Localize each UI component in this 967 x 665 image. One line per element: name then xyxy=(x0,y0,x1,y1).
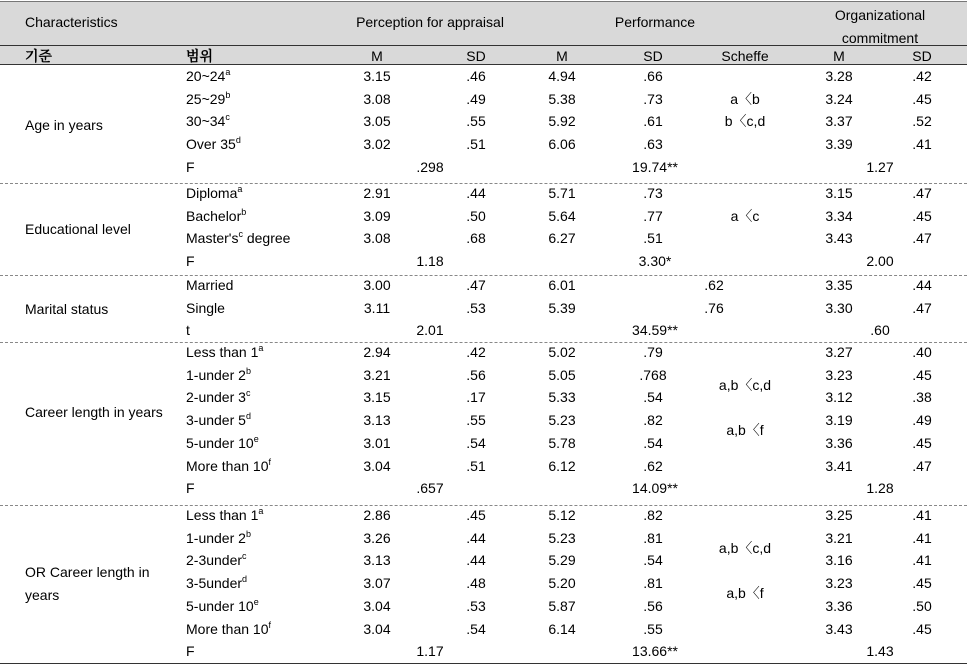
performance-sd-cell: .66 xyxy=(643,68,663,84)
top-border xyxy=(0,1,967,2)
header-characteristics: Characteristics xyxy=(25,14,118,30)
org-m-cell: 3.35 xyxy=(825,277,853,293)
org-sd-cell: .44 xyxy=(912,277,932,293)
perception-m-cell: 3.04 xyxy=(363,457,391,474)
group-label: OR Career length in years xyxy=(25,564,150,603)
header-scheffe: Scheffe xyxy=(721,48,769,64)
range-label xyxy=(186,230,290,246)
stat-label: F xyxy=(186,158,195,175)
scheffe-result: a,b〈f xyxy=(726,421,764,438)
stat-label: F xyxy=(186,480,195,497)
range-label xyxy=(186,552,247,568)
perception-sd-cell: .54 xyxy=(466,434,486,451)
performance-m-cell: 5.92 xyxy=(548,113,576,130)
perception-stat-value: 1.17 xyxy=(416,643,444,660)
org-sd-cell: .45 xyxy=(912,366,932,383)
range-text: 2-under 3 xyxy=(186,389,246,406)
org-m-cell: 3.34 xyxy=(825,207,853,224)
perception-m-cell: 3.13 xyxy=(363,552,391,569)
range-label xyxy=(186,277,233,293)
performance-m-cell: 5.78 xyxy=(548,434,576,451)
perception-sd-cell: .51 xyxy=(466,457,486,474)
performance-m-cell: 5.23 xyxy=(548,529,576,546)
performance-m-cell: 4.94 xyxy=(548,68,576,84)
perception-sd-cell: .50 xyxy=(466,207,486,224)
org-m-cell: 3.36 xyxy=(825,597,853,614)
range-text: Diploma xyxy=(186,185,238,201)
perception-sd-cell: .49 xyxy=(466,90,486,107)
range-superscript: a xyxy=(237,184,243,194)
perception-m-cell: 2.91 xyxy=(363,185,391,201)
org-sd-cell: .45 xyxy=(912,575,932,592)
range-label xyxy=(186,136,241,152)
scheffe-result: b〈c,d xyxy=(724,113,766,130)
performance-sd-cell: .73 xyxy=(643,90,663,107)
perception-sd-cell: .53 xyxy=(466,597,486,614)
performance-stat-value: 19.74** xyxy=(632,158,678,175)
performance-m-cell: 5.23 xyxy=(548,412,576,429)
org-m-cell: 3.19 xyxy=(825,412,853,429)
range-text: Married xyxy=(186,277,234,293)
perception-sd-cell: .42 xyxy=(466,344,486,360)
range-superscript: c xyxy=(238,229,243,240)
range-text: 5-under 10 xyxy=(186,597,254,614)
org-stat-value: .60 xyxy=(870,322,890,339)
perception-sd-cell: .44 xyxy=(466,529,486,546)
perception-sd-cell: .53 xyxy=(466,299,486,316)
perception-m-cell: 2.86 xyxy=(363,507,391,523)
performance-m-cell: 5.71 xyxy=(548,185,576,201)
performance-m-cell: 5.20 xyxy=(548,575,576,592)
stat-label: F xyxy=(186,643,195,660)
org-sd-cell: .41 xyxy=(912,136,932,153)
range-superscript: f xyxy=(268,619,272,630)
performance-m-cell: 5.64 xyxy=(548,207,576,224)
range-label xyxy=(186,598,259,614)
perception-m-cell: 3.08 xyxy=(363,90,391,107)
group-separator xyxy=(0,183,967,184)
org-stat-value: 1.28 xyxy=(866,480,894,497)
range-label xyxy=(186,208,246,224)
range-text: Less than 1 xyxy=(186,344,259,360)
group-separator xyxy=(0,505,967,506)
org-sd-cell: .52 xyxy=(912,113,932,130)
range-text: 2-3under xyxy=(186,552,243,569)
range-label xyxy=(186,367,251,383)
org-m-cell: 3.12 xyxy=(825,389,853,406)
perception-m-cell: 3.15 xyxy=(363,389,391,406)
performance-sd-cell: .54 xyxy=(643,552,663,569)
org-sd-cell: .49 xyxy=(912,412,932,429)
perception-m-cell: 3.21 xyxy=(363,366,391,383)
performance-sd-cell: .76 xyxy=(704,299,724,316)
org-m-cell: 3.24 xyxy=(825,90,853,107)
org-sd-cell: .40 xyxy=(912,344,932,360)
org-sd-cell: .50 xyxy=(912,597,932,614)
perception-m-cell: 3.26 xyxy=(363,529,391,546)
range-text: Over 35 xyxy=(186,136,236,153)
group-separator xyxy=(0,275,967,276)
org-sd-cell: .45 xyxy=(912,434,932,451)
perception-m-cell: 3.01 xyxy=(363,434,391,451)
scheffe-result: a,b〈c,d xyxy=(718,376,772,393)
group-label: Educational level xyxy=(25,221,131,237)
performance-m-cell: 5.39 xyxy=(548,299,576,316)
group-label: Age in years xyxy=(25,116,103,133)
performance-sd-cell: .54 xyxy=(643,434,663,451)
performance-sd-cell: .768 xyxy=(639,366,667,383)
range-text: Master's xyxy=(186,230,239,247)
perception-sd-cell: .44 xyxy=(466,552,486,569)
performance-sd-cell: .81 xyxy=(643,575,663,592)
range-label xyxy=(186,185,242,201)
org-sd-cell: .38 xyxy=(912,389,932,406)
org-sd-cell: .45 xyxy=(912,90,932,107)
bottom-border xyxy=(0,663,967,664)
perception-stat-value: 1.18 xyxy=(416,253,444,270)
range-suffix: degree xyxy=(242,230,291,247)
scheffe-result: a,b〈c,d xyxy=(718,539,772,556)
org-sd-cell: .47 xyxy=(912,457,932,474)
range-label xyxy=(186,300,225,316)
performance-sd-cell: .62 xyxy=(643,457,663,474)
perception-sd-cell: .68 xyxy=(466,230,486,247)
org-m-cell: 3.23 xyxy=(825,575,853,592)
performance-stat-value: 34.59** xyxy=(632,322,678,339)
performance-sd-cell: .56 xyxy=(643,597,663,614)
header-perception-sd: SD xyxy=(466,48,486,64)
header-org-commitment: Organizational commitment xyxy=(834,7,926,46)
range-label xyxy=(186,68,230,84)
org-m-cell: 3.37 xyxy=(825,113,853,130)
range-text: 30~34 xyxy=(186,113,226,130)
performance-m-cell: 5.02 xyxy=(548,344,576,360)
range-superscript: e xyxy=(253,433,259,444)
org-m-cell: 3.21 xyxy=(825,529,853,546)
performance-sd-cell: .73 xyxy=(643,185,663,201)
perception-sd-cell: .51 xyxy=(466,136,486,153)
performance-sd-cell: .82 xyxy=(643,412,663,429)
org-sd-cell: .47 xyxy=(912,299,932,316)
perception-sd-cell: .17 xyxy=(466,389,486,406)
performance-sd-cell: .79 xyxy=(643,344,663,360)
header-performance: Performance xyxy=(614,14,696,30)
range-superscript: b xyxy=(225,89,231,100)
range-text: Bachelor xyxy=(186,207,242,224)
perception-stat-value: .657 xyxy=(416,480,444,497)
perception-m-cell: 3.00 xyxy=(363,277,391,293)
performance-sd-cell: .81 xyxy=(643,529,663,546)
org-sd-cell: .47 xyxy=(912,185,932,201)
org-m-cell: 3.27 xyxy=(825,344,853,360)
perception-m-cell: 3.11 xyxy=(363,299,391,316)
range-label xyxy=(186,575,247,591)
org-stat-value: 1.43 xyxy=(866,643,894,660)
range-text: 20~24 xyxy=(186,68,226,84)
performance-sd-cell: .82 xyxy=(643,507,663,523)
performance-sd-cell: .61 xyxy=(643,113,663,130)
range-label xyxy=(186,389,250,405)
group-label: Career length in years xyxy=(25,403,163,420)
header-bottom-border xyxy=(0,64,967,65)
perception-sd-cell: .46 xyxy=(466,68,486,84)
performance-m-cell: 6.01 xyxy=(548,277,576,293)
range-label xyxy=(186,530,251,546)
range-superscript: b xyxy=(245,365,251,376)
range-label xyxy=(186,344,263,360)
performance-sd-cell: .55 xyxy=(643,620,663,637)
performance-stat-value: 3.30* xyxy=(638,253,672,270)
performance-sd-cell: .51 xyxy=(643,230,663,247)
scheffe-result: a,b〈f xyxy=(726,584,764,601)
performance-m-cell: 5.29 xyxy=(548,552,576,569)
org-m-cell: 3.23 xyxy=(825,366,853,383)
perception-m-cell: 2.94 xyxy=(363,344,391,360)
performance-m-cell: 5.12 xyxy=(548,507,576,523)
performance-m-cell: 6.12 xyxy=(548,457,576,474)
stat-label: F xyxy=(186,253,195,270)
range-text: More than 10 xyxy=(186,620,269,637)
perception-sd-cell: .55 xyxy=(466,113,486,130)
range-label xyxy=(186,458,271,474)
org-m-cell: 3.41 xyxy=(825,457,853,474)
perception-m-cell: 3.13 xyxy=(363,412,391,429)
perception-sd-cell: .45 xyxy=(466,507,486,523)
perception-sd-cell: .44 xyxy=(466,185,486,201)
perception-m-cell: 3.05 xyxy=(363,113,391,130)
performance-m-cell: 5.05 xyxy=(548,366,576,383)
performance-sd-cell: .54 xyxy=(643,389,663,406)
header-criteria: 기준 xyxy=(25,48,53,64)
org-stat-value: 1.27 xyxy=(866,158,894,175)
range-text: 25~29 xyxy=(186,90,226,107)
group-separator xyxy=(0,342,967,343)
org-sd-cell: .41 xyxy=(912,529,932,546)
performance-m-cell: 5.38 xyxy=(548,90,576,107)
perception-m-cell: 3.08 xyxy=(363,230,391,247)
org-sd-cell: .41 xyxy=(912,552,932,569)
org-sd-cell: .47 xyxy=(912,230,932,247)
scheffe-result: a〈b xyxy=(730,90,760,107)
performance-sd-cell: .62 xyxy=(704,277,724,293)
perception-m-cell: 3.04 xyxy=(363,597,391,614)
org-sd-cell: .45 xyxy=(912,620,932,637)
performance-m-cell: 5.33 xyxy=(548,389,576,406)
perception-sd-cell: .47 xyxy=(466,277,486,293)
perception-m-cell: 3.15 xyxy=(363,68,391,84)
range-text: Single xyxy=(186,299,225,316)
range-label xyxy=(186,113,230,129)
perception-sd-cell: .55 xyxy=(466,412,486,429)
perception-m-cell: 3.07 xyxy=(363,575,391,592)
org-m-cell: 3.43 xyxy=(825,620,853,637)
performance-sd-cell: .63 xyxy=(643,136,663,153)
performance-m-cell: 6.06 xyxy=(548,136,576,153)
range-text: More than 10 xyxy=(186,457,269,474)
perception-stat-value: .298 xyxy=(416,158,444,175)
performance-stat-value: 14.09** xyxy=(632,480,678,497)
performance-m-cell: 6.14 xyxy=(548,620,576,637)
header-org-m: M xyxy=(833,48,845,64)
org-sd-cell: .41 xyxy=(912,507,932,523)
org-m-cell: 3.36 xyxy=(825,434,853,451)
org-m-cell: 3.16 xyxy=(825,552,853,569)
range-superscript: e xyxy=(253,596,259,607)
performance-stat-value: 13.66** xyxy=(632,643,678,660)
range-text: 3-5under xyxy=(186,575,243,592)
range-label xyxy=(186,507,263,523)
header-perception-m: M xyxy=(371,48,383,64)
perception-sd-cell: .56 xyxy=(466,366,486,383)
header-performance-sd: SD xyxy=(643,48,663,64)
perception-m-cell: 3.04 xyxy=(363,620,391,637)
org-m-cell: 3.25 xyxy=(825,507,853,523)
range-superscript: a xyxy=(225,67,231,77)
range-text: 3-under 5 xyxy=(186,412,246,429)
range-superscript: d xyxy=(235,135,241,146)
header-perception: Perception for appraisal xyxy=(356,14,504,30)
perception-m-cell: 3.02 xyxy=(363,136,391,153)
performance-m-cell: 6.27 xyxy=(548,230,576,247)
perception-sd-cell: .54 xyxy=(466,620,486,637)
range-superscript: c xyxy=(245,388,251,399)
range-label xyxy=(186,91,230,107)
stat-label: t xyxy=(186,322,190,339)
range-text: 1-under 2 xyxy=(186,529,246,546)
performance-m-cell: 5.87 xyxy=(548,597,576,614)
range-superscript: c xyxy=(225,112,230,123)
range-superscript: d xyxy=(245,411,251,422)
org-m-cell: 3.28 xyxy=(825,68,853,84)
org-sd-cell: .42 xyxy=(912,68,932,84)
range-label xyxy=(186,621,271,637)
range-text: Less than 1 xyxy=(186,507,259,523)
header-range: 범위 xyxy=(186,48,214,64)
org-m-cell: 3.43 xyxy=(825,230,853,247)
range-text: 5-under 10 xyxy=(186,434,254,451)
range-superscript: d xyxy=(242,574,248,585)
perception-sd-cell: .48 xyxy=(466,575,486,592)
range-superscript: a xyxy=(258,343,264,353)
org-sd-cell: .45 xyxy=(912,207,932,224)
range-label xyxy=(186,412,251,428)
range-superscript: b xyxy=(245,528,251,539)
group-label: Marital status xyxy=(25,300,109,317)
org-m-cell: 3.15 xyxy=(825,185,853,201)
range-superscript: a xyxy=(258,506,264,516)
org-stat-value: 2.00 xyxy=(866,253,894,270)
org-m-cell: 3.30 xyxy=(825,299,853,316)
org-m-cell: 3.39 xyxy=(825,136,853,153)
range-text: 1-under 2 xyxy=(186,366,246,383)
range-superscript: c xyxy=(242,551,247,562)
header-org-sd: SD xyxy=(912,48,932,64)
scheffe-result: a〈c xyxy=(730,207,760,224)
range-superscript: b xyxy=(241,206,247,217)
header-performance-m: M xyxy=(556,48,568,64)
range-label xyxy=(186,435,259,451)
perception-m-cell: 3.09 xyxy=(363,207,391,224)
performance-sd-cell: .77 xyxy=(643,207,663,224)
range-superscript: f xyxy=(268,456,272,467)
perception-stat-value: 2.01 xyxy=(416,322,444,339)
